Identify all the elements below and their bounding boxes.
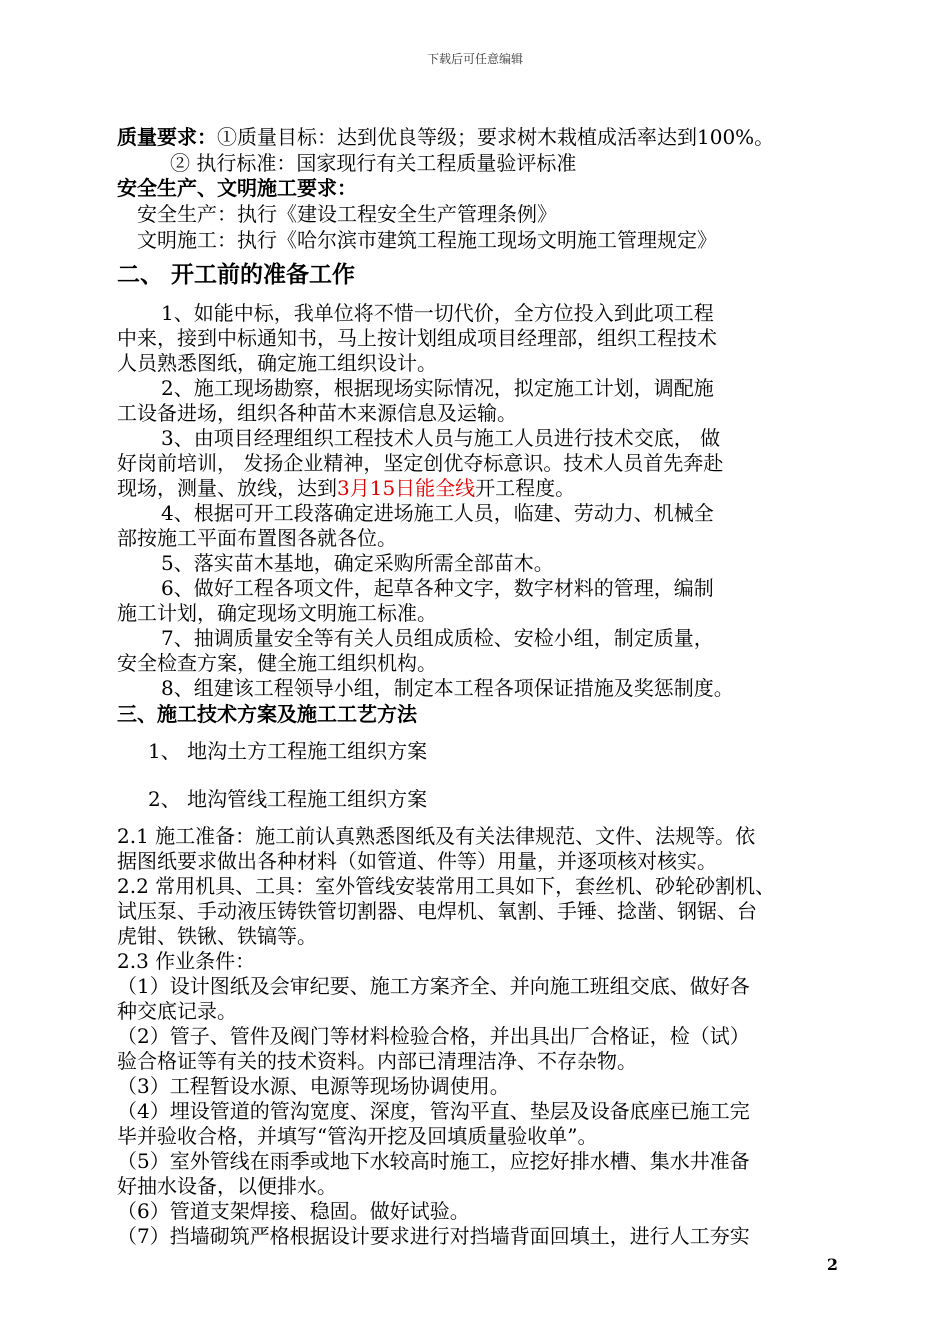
safety-label: 安全生产、文明施工要求： bbox=[117, 176, 357, 200]
s22-line2: 试压泵、手动液压铸铁管切割器、电焊机、氧割、手锤、捻凿、钢锯、台 bbox=[117, 899, 757, 923]
prep-p2-line1: 2、施工现场勘察，根据现场实际情况，拟定施工计划，调配施 bbox=[161, 376, 714, 400]
highlight-date: 3月15日能全线 bbox=[337, 476, 476, 500]
section3-item1: 1、 地沟土方工程施工组织方案 bbox=[148, 739, 428, 763]
prep-p4-line2: 部按施工平面布置图各就各位。 bbox=[117, 526, 397, 550]
prep-p3-line1: 3、由项目经理组织工程技术人员与施工人员进行技术交底， 做 bbox=[161, 426, 721, 450]
prep-p3-text-end: 开工程度。 bbox=[475, 476, 576, 500]
quality-label: 质量要求： bbox=[117, 125, 217, 149]
prep-p1-line1: 1、如能中标，我单位将不惜一切代价，全方位投入到此项工程 bbox=[161, 301, 714, 325]
page-number: 2 bbox=[826, 1255, 838, 1274]
s21-line2: 据图纸要求做出各种材料（如管道、件等）用量，并逐项核对核实。 bbox=[117, 849, 717, 873]
page-header: 下载后可任意编辑 bbox=[426, 52, 523, 66]
section3-title: 三、施工技术方案及施工工艺方法 bbox=[117, 702, 417, 726]
quality-standard: ② 执行标准：国家现行有关工程质量验评标准 bbox=[170, 151, 577, 175]
c3: （3）工程暂设水源、电源等现场协调使用。 bbox=[117, 1074, 510, 1098]
prep-p7-line2: 安全检查方案，健全施工组织机构。 bbox=[117, 651, 437, 675]
prep-p6-line2: 施工计划，确定现场文明施工标准。 bbox=[117, 601, 437, 625]
c1-line2: 种交底记录。 bbox=[117, 999, 237, 1023]
quality-line bbox=[117, 124, 774, 150]
c2-line1: （2）管子、管件及阀门等材料检验合格，并出具出厂合格证，检（试） bbox=[117, 1024, 750, 1048]
c6: （6）管道支架焊接、稳固。做好试验。 bbox=[117, 1199, 470, 1223]
prep-p8: 8、组建该工程领导小组，制定本工程各项保证措施及奖惩制度。 bbox=[161, 676, 734, 700]
section2-title: 二、 开工前的准备工作 bbox=[117, 261, 356, 288]
prep-p3-line2: 好岗前培训， 发扬企业精神，坚定创优夺标意识。技术人员首先奔赴 bbox=[117, 451, 724, 475]
c5-line1: （5）室外管线在雨季或地下水较高时施工，应挖好排水槽、集水井准备 bbox=[117, 1149, 750, 1173]
safety-production: 安全生产：执行《建设工程安全生产管理条例》 bbox=[137, 202, 557, 226]
c4-line2: 毕并验收合格，并填写“管沟开挖及回填质量验收单”。 bbox=[117, 1124, 598, 1148]
prep-p3-line3 bbox=[117, 475, 575, 501]
prep-p4-line1: 4、根据可开工段落确定进场施工人员，临建、劳动力、机械全 bbox=[161, 501, 714, 525]
c5-line2: 好抽水设备，以便排水。 bbox=[117, 1174, 337, 1198]
c4-line1: （4）埋设管道的管沟宽度、深度，管沟平直、垫层及设备底座已施工完 bbox=[117, 1099, 750, 1123]
prep-p1-line2: 中来，接到中标通知书，马上按计划组成项目经理部，组织工程技术 bbox=[117, 326, 717, 350]
prep-p2-line2: 工设备进场，组织各种苗木来源信息及运输。 bbox=[117, 401, 517, 425]
section3-item2: 2、 地沟管线工程施工组织方案 bbox=[148, 787, 428, 811]
s22-line1: 2.2 常用机具、工具：室外管线安装常用工具如下，套丝机、砂轮砂割机、 bbox=[117, 874, 776, 898]
prep-p1-line3: 人员熟悉图纸，确定施工组织设计。 bbox=[117, 351, 437, 375]
c1-line1: （1）设计图纸及会审纪要、施工方案齐全、并向施工班组交底、做好各 bbox=[117, 974, 750, 998]
safety-civilized: 文明施工：执行《哈尔滨市建筑工程施工现场文明施工管理规定》 bbox=[137, 228, 717, 252]
c2-line2: 验合格证等有关的技术资料。内部已清理洁净、不存杂物。 bbox=[117, 1049, 637, 1073]
prep-p5: 5、落实苗木基地，确定采购所需全部苗木。 bbox=[161, 551, 554, 575]
c7: （7）挡墙砌筑严格根据设计要求进行对挡墙背面回填土，进行人工夯实 bbox=[117, 1224, 750, 1248]
s23: 2.3 作业条件： bbox=[117, 949, 256, 973]
quality-goal: ①质量目标：达到优良等级；要求树木栽植成活率达到100%。 bbox=[217, 125, 775, 149]
prep-p7-line1: 7、抽调质量安全等有关人员组成质检、安检小组，制定质量， bbox=[161, 626, 714, 650]
prep-p6-line1: 6、做好工程各项文件，起草各种文字，数字材料的管理，编制 bbox=[161, 576, 714, 600]
prep-p3-text: 现场，测量、放线，达到 bbox=[117, 476, 337, 500]
s21-line1: 2.1 施工准备：施工前认真熟悉图纸及有关法律规范、文件、法规等。依 bbox=[117, 824, 756, 848]
s22-line3: 虎钳、铁锹、铁镐等。 bbox=[117, 924, 317, 948]
